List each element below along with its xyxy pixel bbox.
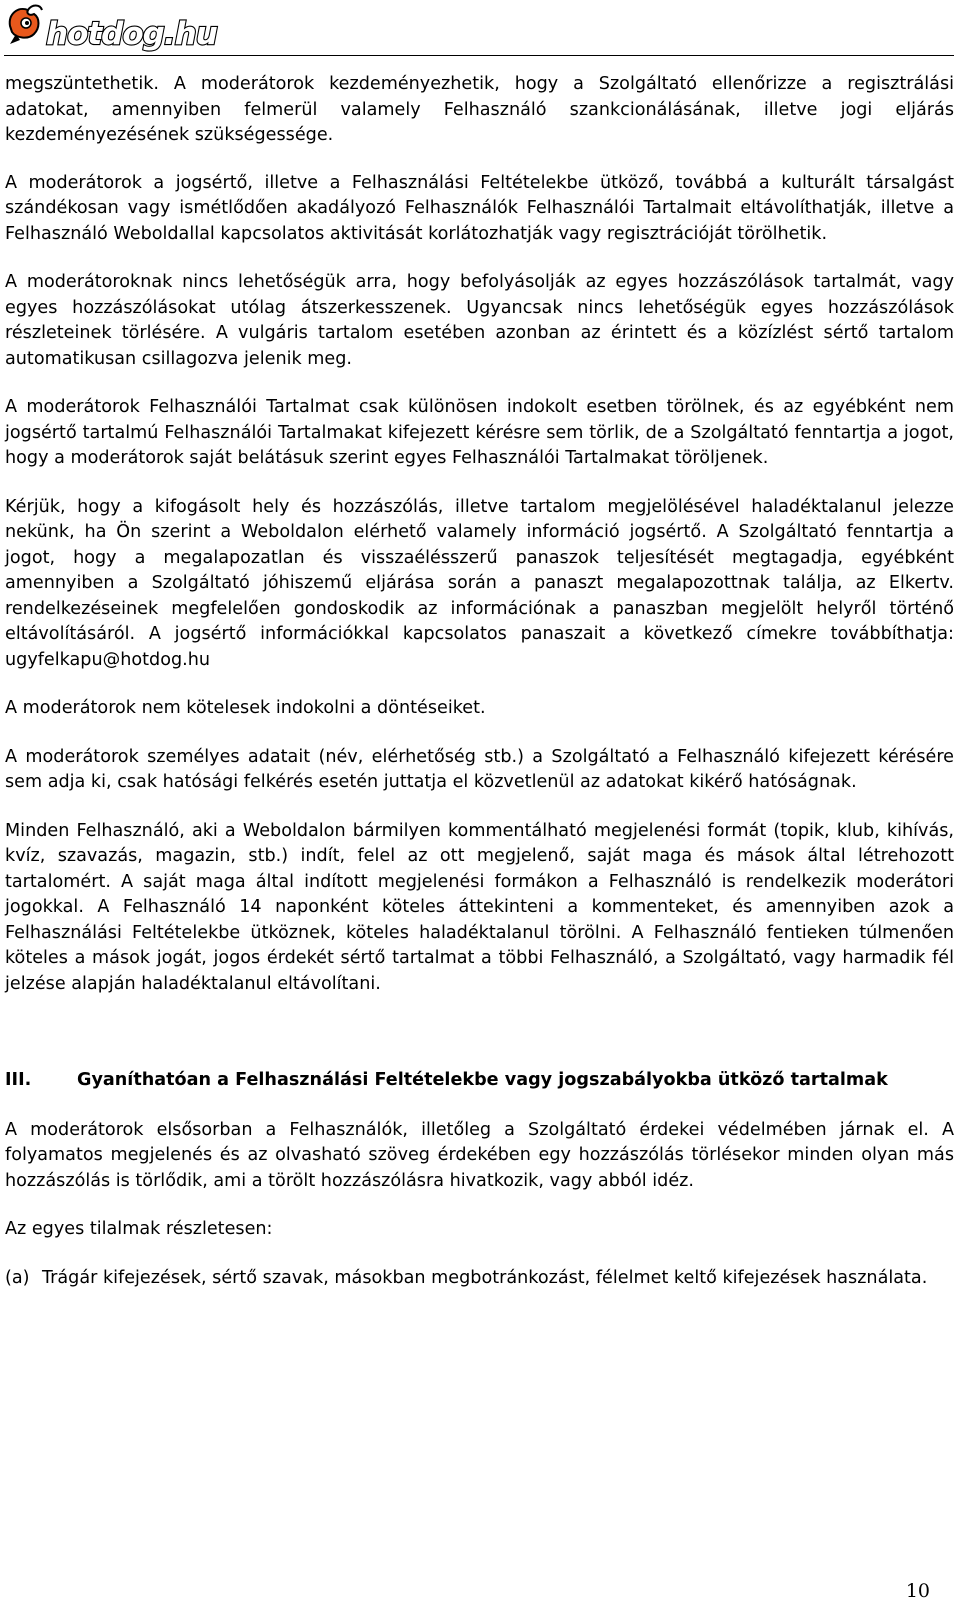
- page-number: 10: [905, 1580, 930, 1602]
- page-header: [0, 0, 960, 58]
- paragraph: A moderátorok nem kötelesek indokolni a döntéseiket.: [5, 698, 486, 718]
- paragraph: A moderátoroknak nincs lehetőségük arra, hogy befolyásolják az egyes hozzászólások tartalmát, vagy egyes hozzászólásokat utólag átszerkesszenek. Ugyancsak nincs lehetőségük egyes hozzászólások részleteinek törlésére. A vulgáris tartalom esetében azonban az érintett és a közízlést sértő tartalom automatikusan csillagozva jelenik meg.: [5, 272, 954, 369]
- paragraph: A moderátorok Felhasználói Tartalmat csak különösen indokolt esetben törölnek, és az egyébként nem jogsértő tartalmú Felhasználói Tartalmakat kifejezett kérésre sem törlik, de a Szolgáltató fenntartja a jogot, hogy a moderátorok saját belátásuk szerint egyes Felhasználói Tartalmakat töröljenek.: [5, 397, 954, 468]
- paragraph: A moderátorok személyes adatait (név, elérhetőség stb.) a Szolgáltató a Felhasználó kifejezett kérésére sem adja ki, csak hatósági felkérés esetén juttatja el közvetlenül az adatokat kikérő hatóságnak.: [5, 746, 954, 792]
- list-item-text: Trágár kifejezések, sértő szavak, másokban megbotránkozást, félelmet keltő kifejezések használata.: [42, 1267, 928, 1288]
- paragraph: Az egyes tilalmak részletesen:: [5, 1219, 273, 1239]
- paragraph: A moderátorok a jogsértő, illetve a Felhasználási Feltételekbe ütköző, továbbá a kulturált társalgást szándékosan vagy ismétlődően akadályozó Felhasználók Felhasználói Tartalmait eltávolíthatják, illetve a Felhasználó Weboldallal kapcsolatos aktivitását korlátozhatják vagy regisztrációját törölhetik.: [5, 172, 954, 244]
- section-heading: [5, 1068, 954, 1094]
- section-number: III.: [5, 1070, 32, 1090]
- paragraph: Kérjük, hogy a kifogásolt hely és hozzászólás, illetve tartalom megjelölésével haladéktalanul jelezze nekünk, ha Ön szerint a Weboldalon elérhető valamely információ jogsértő. A Szolgáltató fenntartja a jogot, hogy a megalapozatlan és visszaélésszerű panaszok teljesítését megtagadja, egyébként amennyiben a Szolgáltató jóhiszemű eljárása során a panaszt megalapozottnak találja, az Elkertv. rendelkezéseinek megfelelően gondoskodik az információnak a panaszban megjelölt helyről történő eltávolításáról. A jogsértő információkkal kapcsolatos panaszait a következő címekre továbbíthatja: ugyfelkapu@hotdog.hu: [5, 496, 954, 670]
- header-divider: [4, 55, 954, 56]
- paragraph: A moderátorok elsősorban a Felhasználók, illetőleg a Szolgáltató érdekei védelmében járnak el. A folyamatos megjelenés és az olvasható szöveg érdekében egy hozzászólás törlésekor minden olyan más hozzászólás is törlődik, ami a törölt hozzászólásra hivatkozik, vagy abból idéz.: [5, 1119, 954, 1191]
- paragraph: Minden Felhasználó, aki a Weboldalon bármilyen kommentálható megjelenési formát (topik, klub, kihívás, kvíz, szavazás, magazin, stb.) indít, felel az ott megjelenő, saját maga és mások által létrehozott tartalomért. A saját maga által indított megjelenési formákon a Felhasználó is rendelkezik moderátori jogokkal. A Felhasználó 14 naponként köteles áttekinteni a kommenteket, és amennyiben azok a Felhasználási Feltételekbe ütköznek, köteles haladéktalanul törölni. A Felhasználó fentieken túlmenően köteles a mások jogát, jogos érdekét sértő tartalmat a többi Felhasználó, a Szolgáltató, vagy harmadik fél jelzése alapján haladéktalanul eltávolítani.: [5, 820, 954, 994]
- hotdog-logo: [6, 4, 217, 52]
- logo-wordmark: hotdog.hu: [46, 16, 217, 52]
- section-title: Gyaníthatóan a Felhasználási Feltételekbe vagy jogszabályokba ütköző tartalmak: [77, 1070, 888, 1090]
- list-item-label: (a): [5, 1267, 30, 1288]
- list-item: [5, 1266, 954, 1292]
- document-body: [5, 72, 954, 1291]
- paragraph: megszüntethetik. A moderátorok kezdeményezhetik, hogy a Szolgáltató ellenőrizze a regisztrálási adatokat, amennyiben felmerül valamely Felhasználó szankcionálásának, illetve jogi eljárás kezdeményezésének szükségessége.: [5, 74, 954, 145]
